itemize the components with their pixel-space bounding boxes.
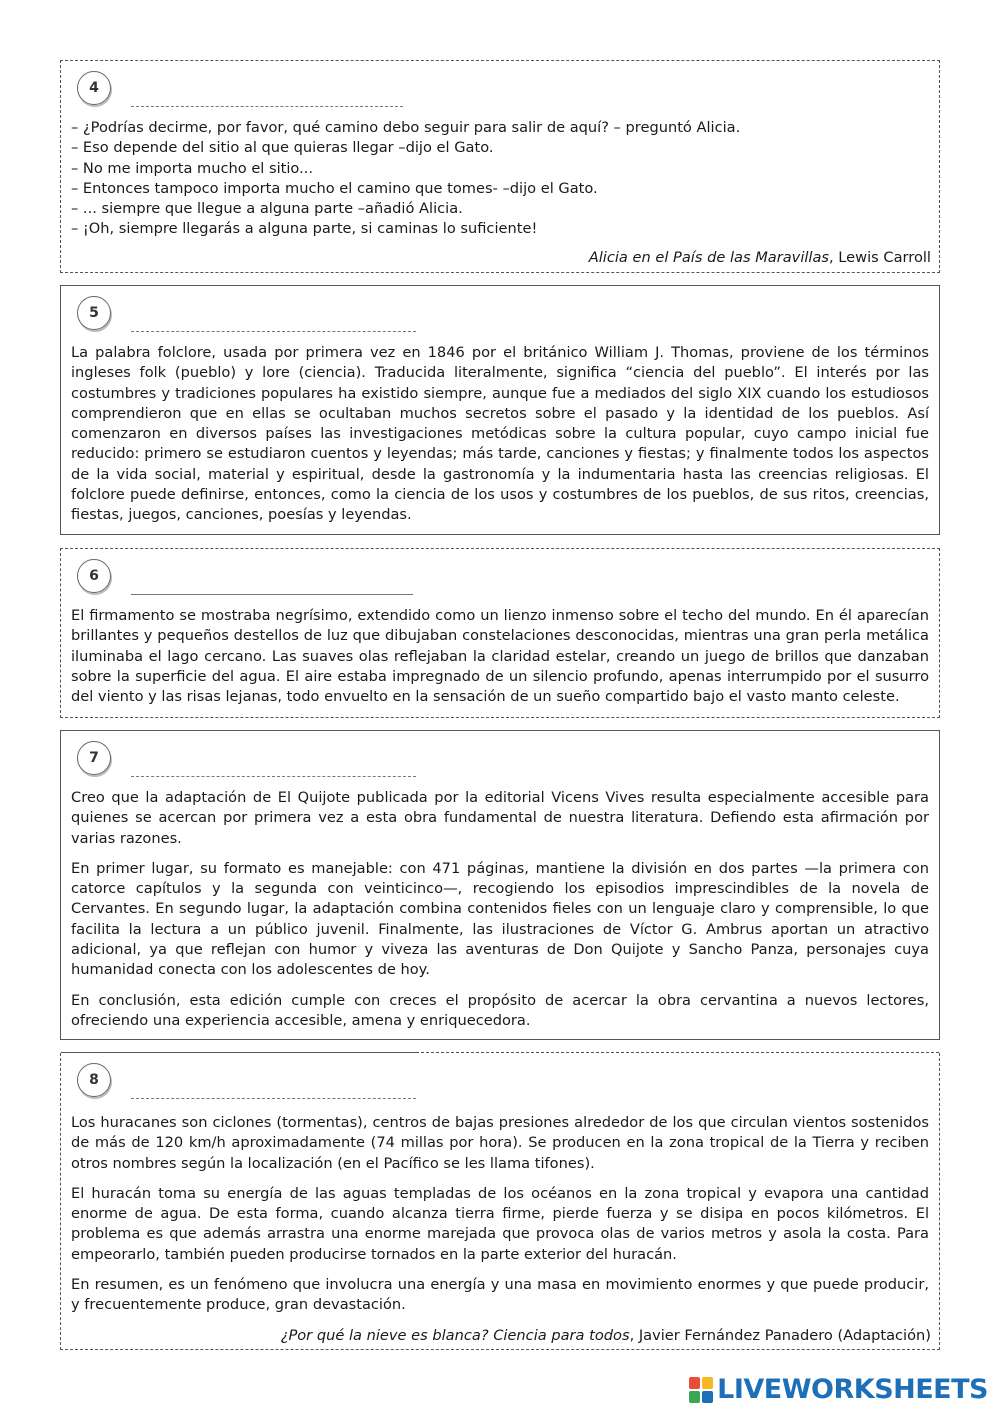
paragraph: Creo que la adaptación de El Quijote publicada por la editorial Vicens Vives resulta especialmente accesible para quienes se acercan por primera vez a esta obra fundamental de nuestra literatura. Defiendo esta afirmación por varias razones. <box>71 789 929 847</box>
dialogue-line: – ¿Podrías decirme, por favor, qué camino debo seguir para salir de aquí? – preguntó Alicia. <box>71 119 741 136</box>
source-title: Alicia en el País de las Maravillas <box>588 249 830 266</box>
section-number-badge: 7 <box>77 741 111 775</box>
dialogue-line: – ¡Oh, siempre llegarás a alguna parte, si caminas lo suficiente! <box>71 220 538 238</box>
paragraph: El firmamento se mostraba negrísimo, extendido como un lienzo inmenso sobre el techo del mundo. En él aparecían brillantes y pequeños destellos de luz que dibujaban constelaciones desconocidas, mientras una gran perla metálica iluminaba el lago cercano. Las suaves olas reflejaban la claridad estelar, creando un juego de brillos que danzaban sobre la superficie del agua. El aire estaba impregnado de un silencio profundo, apenas interrumpido por el susurro del viento y las risas lejanas, todo envuelto en la sensación de un sueño compartido bajo el vasto manto celeste. <box>71 607 929 706</box>
section-text <box>71 606 929 707</box>
section-number-badge: 6 <box>77 559 111 593</box>
section-number-badge: 8 <box>77 1063 111 1097</box>
paragraph: En primer lugar, su formato es manejable: con 471 páginas, mantiene la división en dos partes —la primera con catorce capítulos y la segunda con veinticinco—, recogiendo los episodios imprescindibles de la novela de Cervantes. En segundo lugar, la adaptación combina contenidos fieles con un lenguaje claro y comprensible, lo que facilita la lectura a un público juvenil. Finalmente, las ilustraciones de Víctor G. Ambrus aportan un atractivo adicional, ya que reflejan con humor y viveza las aventuras de Don Quijote y Sancho Panza, personajes cuya humanidad conecta con los adolescentes de hoy. <box>71 859 929 979</box>
section-number-badge: 4 <box>77 71 111 105</box>
liveworksheets-logo <box>689 1374 988 1405</box>
source-author: , Lewis Carroll <box>829 249 931 266</box>
answer-line[interactable] <box>131 106 403 107</box>
dialogue-line: – Entonces tampoco importa mucho el camino que tomes- –dijo el Gato. <box>71 179 598 197</box>
source-title: ¿Por qué la nieve es blanca? Ciencia para todos <box>280 1327 630 1344</box>
dialogue-line: – Eso depende del sitio al que quieras llegar –dijo el Gato. <box>71 139 494 157</box>
section-text <box>71 788 929 1031</box>
answer-line[interactable] <box>131 776 416 777</box>
paragraph: La palabra folclore, usada por primera vez en 1846 por el británico William J. Thomas, proviene de los términos ingleses folk (pueblo) y lore (ciencia). Traducida literalmente, significa “ciencia del pueblo”. El interés por las costumbres y tradiciones populares ha existido siempre, aunque fue a mediados del siglo XIX cuando los estudiosos comprendieron que en ellas se ocultaban muchos secretos sobre el pasado y la identidad de los pueblos. Así comenzaron en diversos países las investigaciones metódicas sobre la cultura popular, cuyo campo inicial fue reducido: primero se estudiaron cuentos y leyendas; más tarde, canciones y fiestas; y finalmente todos los aspectos de la vida social, material y espiritual, desde la gastronomía y la indumentaria hasta las creencias religiosas. El folclore puede definirse, entonces, como la ciencia de los usos y costumbres de los pueblos, de sus ritos, creencias, fiestas, juegos, canciones, poesías y leyendas. <box>71 344 929 524</box>
answer-line[interactable] <box>131 331 416 332</box>
answer-line[interactable] <box>131 594 413 595</box>
section-6 <box>60 548 940 718</box>
section-5 <box>60 285 940 535</box>
source-author: , Javier Fernández Panadero (Adaptación) <box>629 1327 931 1344</box>
source-citation <box>281 1327 931 1344</box>
paragraph: Los huracanes son ciclones (tormentas), centros de bajas presiones alrededor de los que circulan vientos sostenidos de más de 120 km/h aproximadamente (74 millas por hora). Se producen en la zona tropical de la Tierra y reciben otros nombres según la localización (en el Pacífico se les llama tifones). <box>71 1114 929 1172</box>
logo-text: LIVEWORKSHEETS <box>717 1374 988 1405</box>
section-4 <box>60 60 940 273</box>
section-7 <box>60 730 940 1040</box>
section-text <box>71 343 929 526</box>
section-text <box>71 1113 929 1316</box>
paragraph: En resumen, es un fenómeno que involucra una energía y una masa en movimiento enormes y que puede producir, y frecuentemente produce, gran devastación. <box>71 1276 929 1314</box>
logo-icon <box>689 1377 713 1403</box>
paragraph: En conclusión, esta edición cumple con creces el propósito de acercar la obra cervantina a nuevos lectores, ofreciendo una experiencia accesible, amena y enriquecedora. <box>71 991 929 1029</box>
dialogue-line: – No me importa mucho el sitio... <box>71 159 314 177</box>
section-8 <box>60 1053 940 1350</box>
dialogue-text <box>71 118 929 240</box>
section-number-badge: 5 <box>77 296 111 330</box>
paragraph: El huracán toma su energía de las aguas templadas de los océanos en la zona tropical y evapora una cantidad enorme de agua. De esta forma, cuando alcanza tierra firme, pierde fuerza y se disipa en pocos kilómetros. El problema es que además arrastra una enorme marejada que provoca olas de varios metros y asola la costa. Para empeorarlo, también pueden producirse tornados en la parte exterior del huracán. <box>71 1184 929 1263</box>
dialogue-line: – ... siempre que llegue a alguna parte –añadió Alicia. <box>71 200 463 218</box>
answer-line[interactable] <box>131 1098 416 1099</box>
source-citation <box>589 249 931 266</box>
